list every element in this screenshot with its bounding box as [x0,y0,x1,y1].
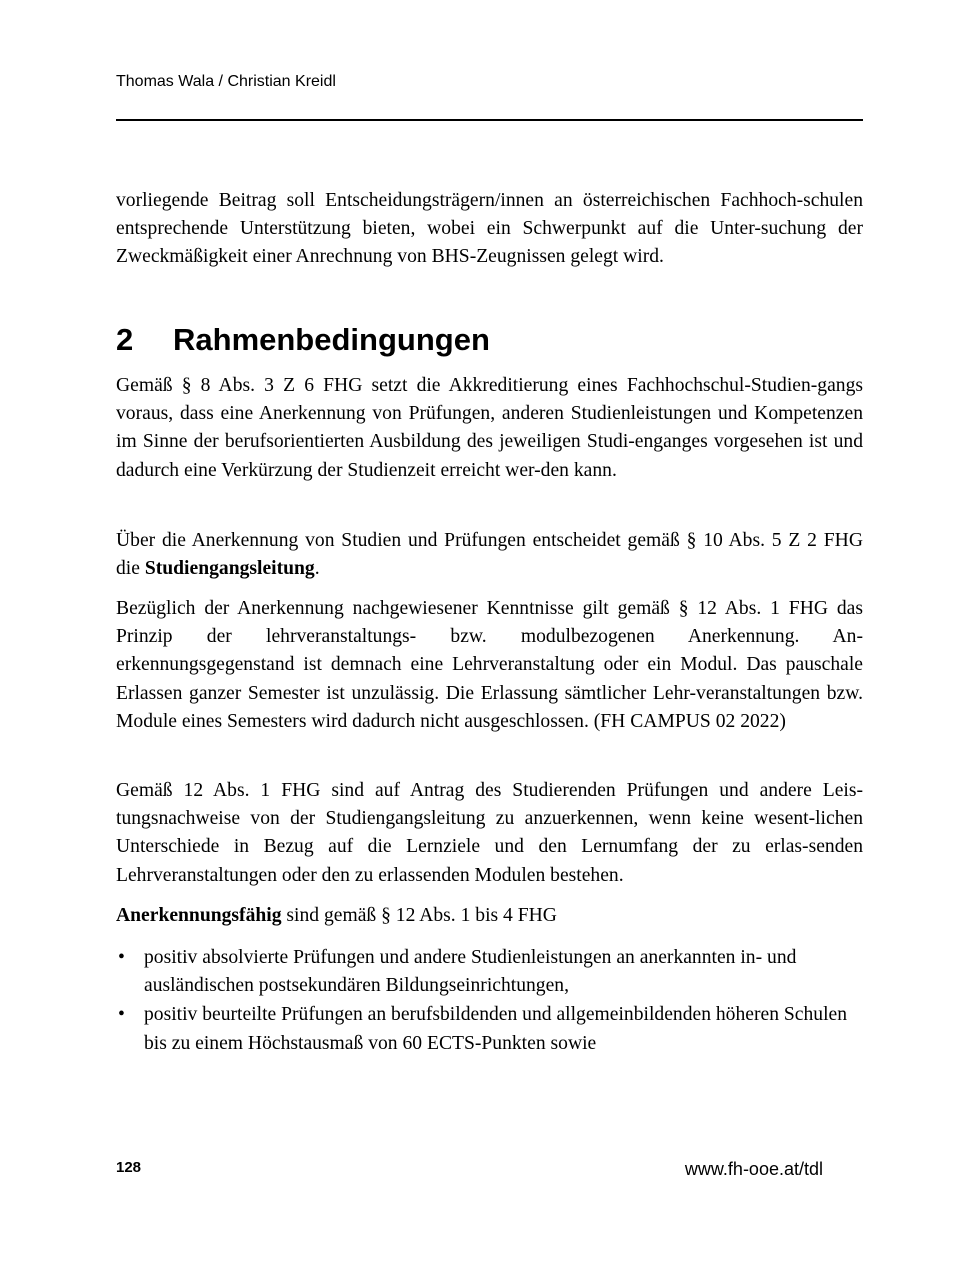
running-head-authors: Thomas Wala / Christian Kreidl [116,73,336,90]
paragraph-decision [116,527,863,583]
list-item-text: positiv beurteilte Prüfungen an berufsbildenden und allgemeinbildenden höheren Schulen bis zu einem Höchstausmaß von 60 ECTS-Punkten sowie [144,1004,848,1054]
paragraph-decision-bold: Studiengangsleitung [144,558,315,580]
paragraph-decision-text: Über die Anerkennung von Studien und Prüfungen entscheidet gemäß § 10 Abs. 5 Z 2 FHG die [116,530,863,580]
paragraph-eligible [116,902,863,930]
list-item [116,944,863,1000]
paragraph-application: Gemäß 12 Abs. 1 FHG sind auf Antrag des Studierenden Prüfungen und andere Leis-tungsnachweise von der Studiengangsleitung zu anzuerkennen, wenn keine wesent-lichen Unterschiede in Bezug auf die Lernziele und den Lernumfang der zu erlas-senden Lehrveranstaltungen oder den zu erlassenden Modulen bestehen. [116,780,863,886]
section-number: 2 [116,322,134,357]
section-heading [116,320,490,360]
header-rule [116,119,863,121]
paragraph-decision-end: . [314,558,320,580]
paragraph-eligible-text: sind gemäß § 12 Abs. 1 bis 4 FHG [281,905,557,926]
list-item [116,1001,863,1057]
page-number: 128 [116,1159,142,1176]
list-item-text: positiv absolvierte Prüfungen und andere Studienleistungen an anerkannten in- und ausländischen postsekundären Bildungseinrichtungen, [144,947,797,997]
footer-url: www.fh-ooe.at/tdl [684,1159,823,1179]
paragraph-principle: Bezüglich der Anerkennung nachgewiesener Kenntnisse gilt gemäß § 12 Abs. 1 FHG das Prinzip der lehrveranstaltungs- bzw. modulbezogenen Anerkennung. An-erkennungsgegenstand ist demnach eine Lehrveranstaltung oder ein Modul. Das pauschale Erlassen ganzer Semester ist unzulässig. Die Erlassung sämtlicher Lehr-veranstaltungen bzw. Module eines Semesters wird dadurch nicht ausgeschlossen. (FH CAMPUS 02 2022) [116,598,863,732]
bullet-icon: • [118,947,125,968]
eligibility-list [116,944,863,1059]
section-title: Rahmenbedingungen [173,322,490,357]
intro-paragraph: vorliegende Beitrag soll Entscheidungsträgern/innen an österreichischen Fachhoch-schulen entsprechende Unterstützung bieten, wobei ein Schwerpunkt auf die Unter-suchung der Zweckmäßigkeit einer Anrechnung von BHS-Zeugnissen gelegt wird. [116,190,863,268]
paragraph-accreditation: Gemäß § 8 Abs. 3 Z 6 FHG setzt die Akkreditierung eines Fachhochschul-Studien-gangs voraus, dass eine Anerkennung von Prüfungen, anderen Studienleistungen und Kompetenzen im Sinne der berufsorientierten Ausbildung des jeweiligen Studi-enganges vorgesehen ist und dadurch eine Verkürzung der Studienzeit erreicht wer-den kann. [116,375,863,481]
paragraph-eligible-bold: Anerkennungsfähig [116,905,282,926]
bullet-icon: • [118,1004,125,1026]
